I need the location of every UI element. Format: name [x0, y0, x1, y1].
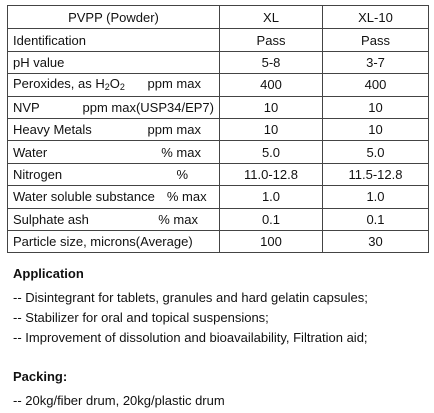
row-name: NVP [13, 99, 40, 115]
table-row [8, 186, 429, 208]
table-header-row [8, 6, 429, 29]
header-product: PVPP (Powder) [8, 6, 220, 29]
row-name: Water soluble substance [13, 189, 155, 205]
table-row [8, 118, 429, 140]
packing-section [13, 367, 225, 411]
row-xl10-value: 400 [323, 74, 429, 96]
packing-item: -- 20kg/fiber drum, 20kg/plastic drum [13, 393, 225, 408]
row-name: Particle size, microns(Average) [8, 230, 220, 252]
row-name: Heavy Metals [13, 122, 92, 138]
row-xl-value: Pass [220, 29, 323, 51]
row-name-cell [8, 96, 220, 118]
row-name: Nitrogen [13, 166, 63, 182]
row-xl-value: 100 [220, 230, 323, 252]
row-name-cell [8, 141, 220, 163]
row-name: Peroxides, as $H_2O_2$ [13, 76, 125, 93]
table-row [8, 51, 429, 73]
row-unit: % max [166, 189, 207, 205]
row-xl10-value: 11.5-12.8 [323, 163, 429, 185]
row-xl-value: 10 [220, 96, 323, 118]
row-xl-value: 5.0 [220, 141, 323, 163]
row-xl-value: 400 [220, 74, 323, 96]
row-name-cell [8, 186, 220, 208]
header-grade-xl10: XL-10 [323, 6, 429, 29]
row-name-cell [8, 208, 220, 230]
application-item: -- Disintegrant for tablets, granules and hard gelatin capsules; [13, 290, 368, 305]
row-xl-value: 5-8 [220, 51, 323, 73]
table-row [8, 163, 429, 185]
row-xl10-value: 0.1 [323, 208, 429, 230]
row-name: Identification [8, 29, 220, 51]
row-name-cell [8, 163, 220, 185]
row-name: pH value [8, 51, 220, 73]
row-unit: % max [161, 144, 201, 160]
row-xl-value: 1.0 [220, 186, 323, 208]
packing-heading: Packing: [13, 369, 68, 384]
application-section [13, 264, 368, 348]
row-unit: % max [158, 211, 198, 227]
application-heading: Application [13, 266, 84, 281]
row-unit: % [176, 166, 188, 182]
spec-table [7, 5, 429, 253]
row-name: Water [13, 144, 48, 160]
row-unit: ppm max [147, 76, 201, 92]
application-item: -- Stabilizer for oral and topical suspensions; [13, 310, 269, 325]
table-row [8, 74, 429, 96]
table-row [8, 141, 429, 163]
row-xl-value: 0.1 [220, 208, 323, 230]
table-row [8, 230, 429, 252]
application-item: -- Improvement of dissolution and bioavailability, Filtration aid; [13, 330, 368, 345]
row-name-cell [8, 74, 220, 96]
row-unit: ppm max [147, 122, 201, 138]
row-xl10-value: Pass [323, 29, 429, 51]
row-xl-value: 11.0-12.8 [220, 163, 323, 185]
row-xl10-value: 10 [323, 96, 429, 118]
table-row [8, 96, 429, 118]
header-grade-xl: XL [220, 6, 323, 29]
row-xl10-value: 3-7 [323, 51, 429, 73]
row-xl10-value: 1.0 [323, 186, 429, 208]
row-unit: ppm max(USP34/EP7) [82, 99, 214, 115]
table-row [8, 208, 429, 230]
row-xl-value: 10 [220, 118, 323, 140]
row-xl10-value: 5.0 [323, 141, 429, 163]
row-xl10-value: 10 [323, 118, 429, 140]
row-xl10-value: 30 [323, 230, 429, 252]
row-name-cell [8, 118, 220, 140]
table-row [8, 29, 429, 51]
row-name: Sulphate ash [13, 211, 89, 227]
